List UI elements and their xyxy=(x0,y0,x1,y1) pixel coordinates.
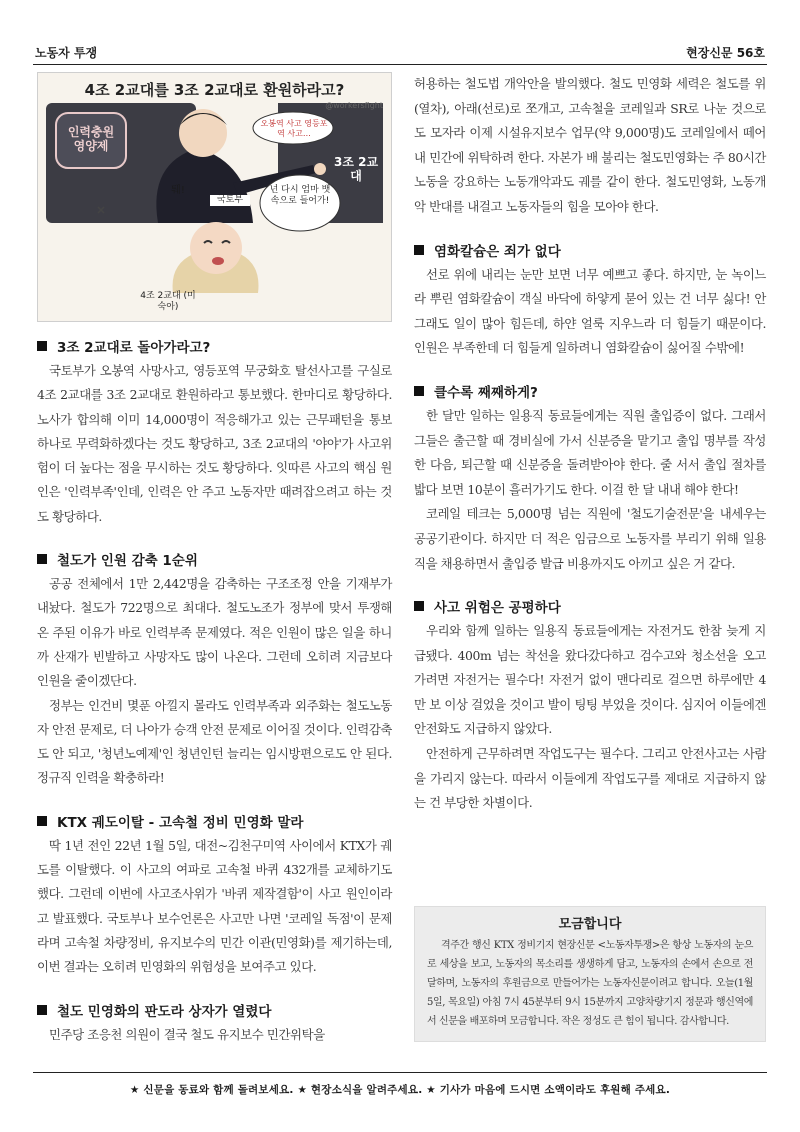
bullet-square-icon xyxy=(37,1005,47,1015)
article-paragraph: 딱 1년 전인 22년 1월 5일, 대전~김천구미역 사이에서 KTX가 궤도를 이탈했다. 이 사고의 여파로 고속철 바퀴 432개를 교체하기도 했다. 그런데 이번에 사고조사위가 '바퀴 제작결함'이 사고 원인이라고 발표했다. 국토부나 보수언론은 사고만 나면 '코레일 독점'이 문제라며 고속철 차량정비, 유지보수의 민간 이관(민영화)를 제기하는데, 이번 결과는 오히려 민영화의 위험성을 보여주고 있다. xyxy=(37,837,392,975)
article-heading: 3조 2교대로 돌아가라고? xyxy=(37,336,392,356)
article-heading: 철도가 인원 감축 1순위 xyxy=(37,549,392,569)
article-paragraph: 민주당 조응천 의원이 결국 철도 유지보수 민간위탁을 xyxy=(49,1026,325,1042)
donation-text: 격주간 행신 KTX 정비기지 현장신문 <노동자투쟁>은 항상 노동자의 눈으로 세상을 보고, 노동자의 목소리를 생생하게 담고, 노동자의 손에서 손으로 전달하며, 노동자의 후원금으로 만들어가는 노동자신문이려고 합니다. 오늘(1월 5일, 목요일) 아침 7시 45분부터 9시 15분까지 고양차량기지 정문과 행신역에서 신문을 배포하며 모금합니다. 작은 정성도 큰 힘이 됩니다. 감사합니다. xyxy=(427,940,753,1027)
article-paragraph: 정부는 인건비 몇푼 아낄지 몰라도 인력부족과 외주화는 철도노동자 안전 문제로, 더 나아가 승객 안전 문제로 이어질 것이다. 인력감축도 안 되고, '청년노예제'인 청년인턴 늘리는 임시방편으로도 안 된다. 정규직 인력을 확충하라! xyxy=(37,697,392,786)
right-column xyxy=(414,72,766,836)
article-paragraph: 코레일 테크는 5,000명 넘는 직원에 '철도기술전문'을 내세우는 공공기관이다. 하지만 더 적은 임금으로 노동자를 부리기 위해 일용직을 채용하면서 출입증 발급 비용까지도 아끼고 싶은 거 같다. xyxy=(414,506,766,571)
bullet-square-icon xyxy=(37,554,47,564)
article-paragraph: 한 달만 일하는 일용직 동료들에게는 직원 출입증이 없다. 그래서 그들은 출근할 때 경비실에 가서 신분증을 맡기고 출입 명부를 작성한 다음, 퇴근할 때 신분증을 돌려받아야 한다. 줄 서서 출입 절차를 밟다 보면 10분이 흘러가기도 한다. 이걸 한 달 내내 해야 한다! xyxy=(414,407,766,497)
article-privatization xyxy=(37,1000,392,1047)
footer-notice: ★ 신문을 동료와 함께 돌려보세요. ★ 현장소식을 알려주세요. ★ 기사가 마음에 드시면 소액이라도 후원해 주세요. xyxy=(129,1084,671,1096)
article-access-pass xyxy=(414,381,766,576)
article-paragraph: 선로 위에 내리는 눈만 보면 너무 예쁘고 좋다. 하지만, 눈 녹이느라 뿌린 염화칼슘이 객실 바닥에 하얗게 묻어 있는 건 너무 싫다! 안 그래도 일이 많아 힘든데, 하얀 얼룩 지우느라 더 힘들기 때문이다. 인원은 부족한데 더 힘들게 일하려니 염화칼슘이 싫어질 수밖에! xyxy=(414,266,766,356)
cartoon-speech-child: 넌 다시 엄마 뱃속으로 들어가! xyxy=(269,185,331,206)
article-3shift xyxy=(37,336,392,529)
bullet-square-icon xyxy=(414,245,424,255)
footer-divider xyxy=(33,1072,767,1073)
article-paragraph: 국토부가 오봉역 사망사고, 영등포역 무궁화호 탈선사고를 구실로 4조 2교대를 3조 2교대로 환원하라고 통보했다. 한마디로 황당하다. 노사가 합의해 이미 14,000명이 적응해가고 있는 근무패턴을 통보 하나로 무력화하겠다는 것도 황당하고, 3조 2교대의 '야야'가 사고위험이 더 높다는 점을 무시하는 것도 황당하다. 잇따른 사고의 핵심 원인은 '인력부족'인데, 인력은 안 주고 노동자만 때려잡으려고 하는 것도 황당하다. xyxy=(37,363,392,524)
cartoon-credit: @workersfight xyxy=(325,101,383,110)
bullet-square-icon xyxy=(37,816,47,826)
page-header xyxy=(33,40,767,65)
cartoon-label-spit: 퉤! xyxy=(171,185,185,196)
article-heading: 염화칼슘은 죄가 없다 xyxy=(414,240,766,260)
cartoon-illustration xyxy=(37,72,392,322)
article-paragraph: 우리와 함께 일하는 일용직 동료들에게는 자전거도 한참 늦게 지급됐다. 400m 넘는 착선을 왔다갔다하고 검수고와 청소선을 오고 가려면 자전거는 필수다! 자전거 없이 맨다리로 걸으면 하루에만 4만 보 이상 걸었을 것이고 발이 팅팅 부었을 것이다. 심지어 이들에겐 안전화도 지급하지 않았다. xyxy=(414,623,766,737)
cartoon-label-ministry: 국토부 xyxy=(210,195,250,206)
publication-name: 노동자 투쟁 xyxy=(35,46,98,60)
bullet-square-icon xyxy=(37,341,47,351)
article-heading: 철도 민영화의 판도라 상자가 열렸다 xyxy=(37,1000,392,1020)
article-heading: 사고 위험은 공평하다 xyxy=(414,596,766,616)
article-accident-risk xyxy=(414,596,766,816)
left-column xyxy=(37,72,392,1067)
cartoon-speech-accidents: 오봉역 사고 영등포역 사고… xyxy=(260,119,328,138)
article-paragraph: 공공 전체에서 1만 2,442명을 감축하는 구조조정 안을 기재부가 내놨다. 철도가 722명으로 최대다. 철도노조가 정부에 맞서 투쟁해온 주된 이유가 바로 인력부족 문제였다. 적은 인원이 많은 일을 하니까 산재가 빈발하고 사망자도 많이 나온다. 그런데 오히려 지금보다 인원을 줄이겠단다. xyxy=(37,576,392,689)
bullet-square-icon xyxy=(414,601,424,611)
cartoon-label-supplement: 인력충원 영양제 xyxy=(67,125,115,154)
article-paragraph: 허용하는 철도법 개악안을 발의했다. 철도 민영화 세력은 철도를 위(열차), 아래(선로)로 쪼개고, 고속철을 코레일과 SR로 나눈 것으로도 모자라 이제 시설유지보수 업무(약 9,000명)도 코레일에서 떼어내 민간에 위탁하려 한다. 자본가 배 불리는 철도민영화는 주 80시간 노동을 강요하는 노동개악과도 궤를 같이 한다. 철도민영화, 노동개악 반대를 내걸고 노동자들의 힘을 모아야 한다. xyxy=(414,76,766,214)
cartoon-label-baby: 4조 2교대 (미숙아) xyxy=(140,291,196,312)
article-ktx-derail xyxy=(37,811,392,980)
issue-number: 현장신문 56호 xyxy=(686,46,765,60)
donation-box xyxy=(414,906,766,1042)
donation-title: 모금합니다 xyxy=(558,917,622,932)
article-heading: KTX 궤도이탈 - 고속철 정비 민영화 말라 xyxy=(37,811,392,831)
cartoon-title: 4조 2교대를 3조 2교대로 환원하라고? xyxy=(84,81,345,99)
article-privatization-continued xyxy=(414,72,766,220)
bullet-square-icon xyxy=(414,386,424,396)
article-staff-cut xyxy=(37,549,392,791)
article-heading: 클수록 째째하게? xyxy=(414,381,766,401)
cartoon-label-3shift: 3조 2교대 xyxy=(333,155,379,184)
article-paragraph: 안전하게 근무하려면 작업도구는 필수다. 그리고 안전사고는 사람을 가리지 않는다. 따라서 이들에게 작업도구를 제대로 지급하지 않는 건 부당한 차별이다. xyxy=(414,746,766,811)
article-calcium-chloride xyxy=(414,240,766,361)
